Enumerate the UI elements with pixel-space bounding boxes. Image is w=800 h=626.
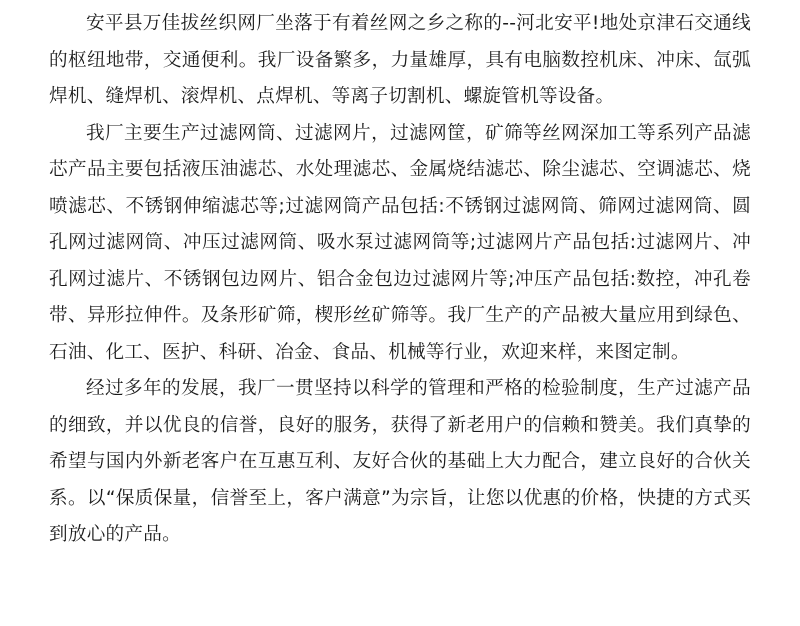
paragraph-company-location: 安平县万佳拔丝织网厂坐落于有着丝网之乡之称的--河北安平!地处京津石交通线的枢纽地带，交通便利。我厂设备繁多，力量雄厚，具有电脑数控机床、冲床、氙弧焊机、缝焊机、滚焊机、点焊机、等离子切割机、螺旋管机等设备。 (49, 13, 751, 107)
paragraph-product-range: 我厂主要生产过滤网筒、过滤网片，过滤网筐，矿筛等丝网深加工等系列产品滤芯产品主要包括液压油滤芯、水处理滤芯、金属烧结滤芯、除尘滤芯、空调滤芯、烧喷滤芯、不锈钢伸缩滤芯等;过滤网筒产品包括:不锈钢过滤网筒、筛网过滤网筒、圆孔网过滤网筒、冲压过滤网筒、吸水泵过滤网筒等;过滤网片产品包括:过滤网片、冲孔网过滤片、不锈钢包边网片、铝合金包边过滤网片等;冲压产品包括:数控，冲孔卷带、异形拉伸件。及条形矿筛，楔形丝矿筛等。我厂生产的产品被大量应用到绿色、石油、化工、医护、科研、冶金、食品、机械等行业，欢迎来样，来图定制。 (49, 122, 751, 363)
company-introduction (49, 6, 751, 554)
paragraph-company-philosophy: 经过多年的发展，我厂一贯坚持以科学的管理和严格的检验制度，生产过滤产品的细致，并以优良的信誉，良好的服务，获得了新老用户的信赖和赞美。我们真挚的希望与国内外新老客户在互惠互利、友好合伙的基础上大力配合，建立良好的合伙关系。以“保质保量，信誉至上，客户满意”为宗旨，让您以优惠的价格，快捷的方式买到放心的产品。 (49, 378, 751, 545)
